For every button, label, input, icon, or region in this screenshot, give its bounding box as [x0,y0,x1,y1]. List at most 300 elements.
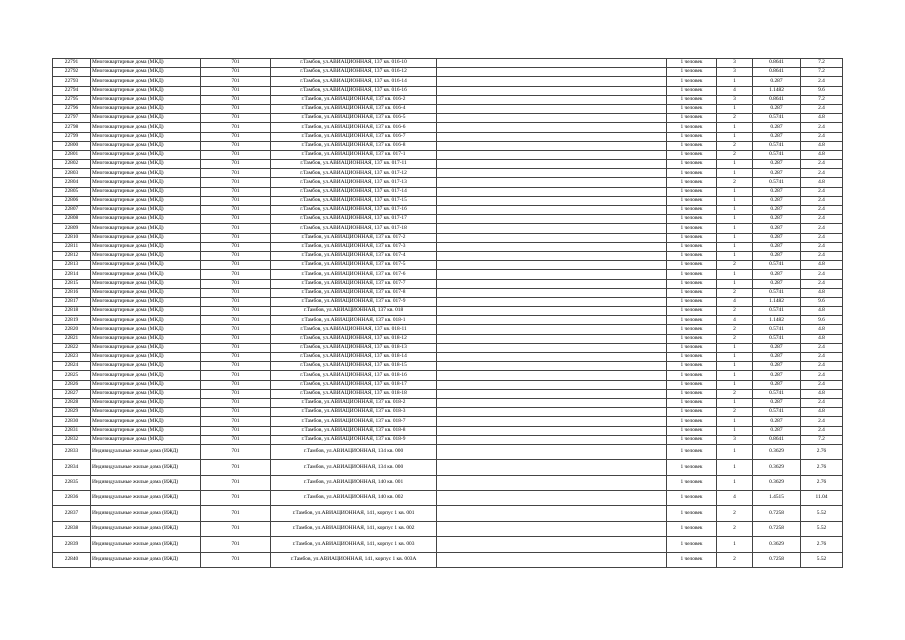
cell-id: 22836 [53,491,91,506]
cell-value: 2.4 [801,169,843,178]
table-row [53,297,843,306]
cell-rate: 0.7258 [753,506,801,521]
cell-rate: 0.8641 [753,435,801,444]
cell-rate: 0.287 [753,398,801,407]
cell-type: Многоквартирные дома (МКД) [91,316,201,325]
cell-value: 2.4 [801,187,843,196]
cell-rate: 0.287 [753,77,801,86]
cell-count: 1 [717,343,753,352]
cell-value: 2.4 [801,417,843,426]
cell-id: 22804 [53,178,91,187]
table-row [53,426,843,435]
cell-empty [437,444,667,459]
cell-address: г.Тамбов, ул.АВИАЦИОННАЯ, 137 кв. 017-9 [271,297,437,306]
cell-unit: 1 человек [667,380,717,389]
cell-unit: 1 человек [667,178,717,187]
table-row [53,334,843,343]
cell-empty [437,398,667,407]
cell-address: г.Тамбов, ул.АВИАЦИОННАЯ, 137 кв. 018-13 [271,343,437,352]
cell-address: г.Тамбов, ул.АВИАЦИОННАЯ, 137 кв. 016-2 [271,95,437,104]
cell-type: Многоквартирные дома (МКД) [91,362,201,371]
cell-code: 701 [201,224,271,233]
cell-empty [437,426,667,435]
cell-type: Многоквартирные дома (МКД) [91,288,201,297]
cell-address: г.Тамбов, ул.АВИАЦИОННАЯ, 141, корпус 1 кв. 002 [271,521,437,536]
cell-count: 1 [717,104,753,113]
cell-count: 1 [717,160,753,169]
cell-type: Многоквартирные дома (МКД) [91,417,201,426]
cell-value: 4.8 [801,114,843,123]
cell-value: 7.2 [801,68,843,77]
cell-address: г.Тамбов, ул.АВИАЦИОННАЯ, 140 кв. 001 [271,475,437,490]
cell-unit: 1 человек [667,123,717,132]
table-row [53,251,843,260]
cell-empty [437,251,667,260]
cell-count: 1 [717,279,753,288]
cell-value: 2.76 [801,460,843,475]
cell-empty [437,380,667,389]
cell-type: Индивидуальные жилые дома (ИЖД) [91,475,201,490]
cell-type: Индивидуальные жилые дома (ИЖД) [91,444,201,459]
cell-rate: 0.5741 [753,334,801,343]
cell-id: 22807 [53,206,91,215]
cell-unit: 1 человек [667,233,717,242]
cell-unit: 1 человек [667,353,717,362]
cell-code: 701 [201,86,271,95]
cell-rate: 0.3629 [753,475,801,490]
cell-empty [437,114,667,123]
cell-value: 2.4 [801,233,843,242]
cell-unit: 1 человек [667,408,717,417]
table-row [53,521,843,536]
cell-rate: 0.287 [753,242,801,251]
cell-count: 2 [717,307,753,316]
cell-code: 701 [201,475,271,490]
table-row [53,123,843,132]
cell-unit: 1 человек [667,521,717,536]
cell-empty [437,77,667,86]
cell-empty [437,417,667,426]
cell-rate: 0.287 [753,380,801,389]
cell-id: 22798 [53,123,91,132]
cell-rate: 0.287 [753,426,801,435]
cell-empty [437,261,667,270]
cell-rate: 0.5741 [753,288,801,297]
cell-id: 22821 [53,334,91,343]
table-row [53,435,843,444]
data-table [52,58,843,568]
cell-id: 22805 [53,187,91,196]
cell-id: 22813 [53,261,91,270]
cell-rate: 1.1482 [753,316,801,325]
cell-rate: 0.287 [753,196,801,205]
cell-code: 701 [201,334,271,343]
table-row [53,371,843,380]
cell-rate: 0.5741 [753,389,801,398]
cell-value: 9.6 [801,297,843,306]
cell-empty [437,362,667,371]
cell-type: Многоквартирные дома (МКД) [91,86,201,95]
table-row [53,417,843,426]
cell-value: 9.6 [801,86,843,95]
cell-unit: 1 человек [667,206,717,215]
cell-id: 22819 [53,316,91,325]
cell-value: 4.8 [801,408,843,417]
cell-address: г.Тамбов, ул.АВИАЦИОННАЯ, 137 кв. 018-3 [271,408,437,417]
cell-count: 1 [717,444,753,459]
cell-empty [437,389,667,398]
cell-id: 22826 [53,380,91,389]
table-row [53,343,843,352]
cell-value: 2.4 [801,104,843,113]
cell-id: 22814 [53,270,91,279]
cell-empty [437,325,667,334]
table-row [53,380,843,389]
cell-code: 701 [201,362,271,371]
cell-id: 22809 [53,224,91,233]
cell-address: г.Тамбов, ул.АВИАЦИОННАЯ, 137 кв. 017-7 [271,279,437,288]
cell-value: 4.8 [801,325,843,334]
cell-address: г.Тамбов, ул.АВИАЦИОННАЯ, 137 кв. 017-17 [271,215,437,224]
cell-type: Индивидуальные жилые дома (ИЖД) [91,537,201,552]
cell-type: Многоквартирные дома (МКД) [91,196,201,205]
cell-rate: 0.287 [753,104,801,113]
table-row [53,187,843,196]
cell-id: 22833 [53,444,91,459]
cell-count: 1 [717,187,753,196]
cell-type: Многоквартирные дома (МКД) [91,160,201,169]
cell-address: г.Тамбов, ул.АВИАЦИОННАЯ, 140 кв. 002 [271,491,437,506]
cell-empty [437,521,667,536]
cell-type: Многоквартирные дома (МКД) [91,206,201,215]
cell-unit: 1 человек [667,398,717,407]
cell-code: 701 [201,251,271,260]
cell-type: Многоквартирные дома (МКД) [91,68,201,77]
cell-unit: 1 человек [667,196,717,205]
cell-empty [437,59,667,68]
cell-id: 22834 [53,460,91,475]
cell-empty [437,95,667,104]
cell-code: 701 [201,389,271,398]
cell-id: 22823 [53,353,91,362]
table-row [53,215,843,224]
cell-rate: 0.5741 [753,261,801,270]
cell-code: 701 [201,187,271,196]
cell-unit: 1 человек [667,325,717,334]
cell-value: 4.8 [801,307,843,316]
cell-address: г.Тамбов, ул.АВИАЦИОННАЯ, 137 кв. 018-1 [271,316,437,325]
cell-address: г.Тамбов, ул.АВИАЦИОННАЯ, 137 кв. 017-13 [271,178,437,187]
cell-type: Многоквартирные дома (МКД) [91,408,201,417]
cell-address: г.Тамбов, ул.АВИАЦИОННАЯ, 137 кв. 018-9 [271,435,437,444]
cell-id: 22830 [53,417,91,426]
cell-value: 2.76 [801,444,843,459]
cell-id: 22825 [53,371,91,380]
cell-empty [437,187,667,196]
cell-type: Многоквартирные дома (МКД) [91,123,201,132]
cell-count: 1 [717,537,753,552]
cell-value: 4.8 [801,288,843,297]
cell-value: 7.2 [801,95,843,104]
cell-rate: 0.287 [753,206,801,215]
cell-empty [437,491,667,506]
cell-count: 2 [717,552,753,567]
cell-rate: 0.287 [753,371,801,380]
cell-address: г.Тамбов, ул.АВИАЦИОННАЯ, 137 кв. 017-5 [271,261,437,270]
cell-empty [437,343,667,352]
cell-empty [437,132,667,141]
cell-count: 2 [717,178,753,187]
table-row [53,178,843,187]
cell-type: Многоквартирные дома (МКД) [91,380,201,389]
cell-id: 22824 [53,362,91,371]
cell-value: 2.4 [801,224,843,233]
cell-code: 701 [201,95,271,104]
cell-address: г.Тамбов, ул.АВИАЦИОННАЯ, 137 кв. 018-8 [271,426,437,435]
cell-rate: 0.287 [753,362,801,371]
cell-type: Многоквартирные дома (МКД) [91,114,201,123]
cell-id: 22828 [53,398,91,407]
table-row [53,537,843,552]
cell-address: г.Тамбов, ул.АВИАЦИОННАЯ, 137 кв. 017-6 [271,270,437,279]
cell-id: 22822 [53,343,91,352]
cell-address: г.Тамбов, ул.АВИАЦИОННАЯ, 137 кв. 017-15 [271,196,437,205]
cell-count: 3 [717,59,753,68]
cell-address: г.Тамбов, ул.АВИАЦИОННАЯ, 137 кв. 016-4 [271,104,437,113]
cell-empty [437,196,667,205]
table-row [53,389,843,398]
cell-count: 2 [717,334,753,343]
cell-code: 701 [201,408,271,417]
cell-value: 2.4 [801,426,843,435]
cell-rate: 0.287 [753,343,801,352]
cell-count: 2 [717,325,753,334]
table-row [53,444,843,459]
table-row [53,169,843,178]
cell-value: 7.2 [801,435,843,444]
cell-count: 1 [717,353,753,362]
cell-type: Многоквартирные дома (МКД) [91,398,201,407]
cell-unit: 1 человек [667,491,717,506]
cell-rate: 0.5741 [753,141,801,150]
cell-type: Многоквартирные дома (МКД) [91,261,201,270]
cell-type: Многоквартирные дома (МКД) [91,270,201,279]
cell-address: г.Тамбов, ул.АВИАЦИОННАЯ, 137 кв. 016-8 [271,141,437,150]
cell-unit: 1 человек [667,141,717,150]
cell-rate: 0.8641 [753,95,801,104]
cell-count: 4 [717,86,753,95]
cell-count: 1 [717,270,753,279]
cell-count: 2 [717,288,753,297]
cell-count: 3 [717,95,753,104]
cell-type: Многоквартирные дома (МКД) [91,325,201,334]
cell-code: 701 [201,150,271,159]
cell-id: 22818 [53,307,91,316]
cell-empty [437,68,667,77]
table-row [53,242,843,251]
cell-address: г.Тамбов, ул.АВИАЦИОННАЯ, 137 кв. 018 [271,307,437,316]
cell-count: 1 [717,417,753,426]
cell-count: 4 [717,491,753,506]
cell-address: г.Тамбов, ул.АВИАЦИОННАЯ, 141, корпус 1 кв. 003 [271,537,437,552]
cell-count: 1 [717,426,753,435]
table-row [53,261,843,270]
cell-id: 22810 [53,233,91,242]
cell-code: 701 [201,417,271,426]
cell-unit: 1 человек [667,251,717,260]
cell-type: Многоквартирные дома (МКД) [91,435,201,444]
cell-code: 701 [201,114,271,123]
table-row [53,86,843,95]
cell-unit: 1 человек [667,187,717,196]
cell-code: 701 [201,279,271,288]
cell-unit: 1 человек [667,371,717,380]
cell-type: Многоквартирные дома (МКД) [91,242,201,251]
cell-unit: 1 человек [667,537,717,552]
cell-empty [437,460,667,475]
cell-id: 22796 [53,104,91,113]
table-row [53,398,843,407]
cell-id: 22817 [53,297,91,306]
cell-unit: 1 человек [667,169,717,178]
cell-address: г.Тамбов, ул.АВИАЦИОННАЯ, 137 кв. 016-10 [271,59,437,68]
cell-type: Многоквартирные дома (МКД) [91,426,201,435]
cell-unit: 1 человек [667,334,717,343]
cell-empty [437,435,667,444]
cell-count: 1 [717,371,753,380]
cell-code: 701 [201,261,271,270]
cell-id: 22793 [53,77,91,86]
cell-code: 701 [201,537,271,552]
cell-empty [437,537,667,552]
cell-empty [437,307,667,316]
cell-rate: 1.1482 [753,86,801,95]
cell-count: 2 [717,261,753,270]
cell-unit: 1 человек [667,435,717,444]
cell-rate: 0.287 [753,224,801,233]
cell-count: 1 [717,460,753,475]
cell-unit: 1 человек [667,288,717,297]
table-row [53,270,843,279]
cell-value: 2.76 [801,537,843,552]
cell-value: 2.4 [801,123,843,132]
cell-count: 1 [717,242,753,251]
cell-address: г.Тамбов, ул.АВИАЦИОННАЯ, 141, корпус 1 кв. 003А [271,552,437,567]
cell-address: г.Тамбов, ул.АВИАЦИОННАЯ, 137 кв. 016-12 [271,68,437,77]
cell-id: 22811 [53,242,91,251]
cell-unit: 1 человек [667,114,717,123]
cell-unit: 1 человек [667,343,717,352]
cell-address: г.Тамбов, ул.АВИАЦИОННАЯ, 137 кв. 017-1 [271,150,437,159]
cell-unit: 1 человек [667,362,717,371]
cell-code: 701 [201,77,271,86]
cell-empty [437,224,667,233]
cell-address: г.Тамбов, ул.АВИАЦИОННАЯ, 137 кв. 018-12 [271,334,437,343]
cell-value: 5.52 [801,506,843,521]
cell-rate: 0.7258 [753,521,801,536]
cell-count: 1 [717,132,753,141]
cell-code: 701 [201,552,271,567]
cell-rate: 0.3629 [753,460,801,475]
cell-id: 22792 [53,68,91,77]
cell-id: 22840 [53,552,91,567]
cell-code: 701 [201,169,271,178]
cell-value: 2.4 [801,251,843,260]
cell-count: 1 [717,224,753,233]
cell-value: 2.4 [801,362,843,371]
cell-empty [437,141,667,150]
cell-value: 9.6 [801,316,843,325]
cell-count: 1 [717,215,753,224]
cell-id: 22831 [53,426,91,435]
table-row [53,68,843,77]
cell-code: 701 [201,104,271,113]
cell-rate: 0.287 [753,353,801,362]
cell-id: 22815 [53,279,91,288]
cell-unit: 1 человек [667,426,717,435]
cell-value: 2.4 [801,160,843,169]
cell-empty [437,215,667,224]
cell-unit: 1 человек [667,307,717,316]
table-row [53,552,843,567]
cell-type: Многоквартирные дома (МКД) [91,141,201,150]
cell-address: г.Тамбов, ул.АВИАЦИОННАЯ, 137 кв. 016-7 [271,132,437,141]
cell-empty [437,316,667,325]
cell-count: 1 [717,251,753,260]
cell-value: 4.8 [801,334,843,343]
table-row [53,196,843,205]
cell-type: Индивидуальные жилые дома (ИЖД) [91,506,201,521]
cell-count: 3 [717,435,753,444]
cell-rate: 0.3629 [753,444,801,459]
cell-empty [437,297,667,306]
cell-value: 4.8 [801,178,843,187]
cell-type: Многоквартирные дома (МКД) [91,307,201,316]
cell-code: 701 [201,178,271,187]
cell-rate: 0.5741 [753,114,801,123]
cell-address: г.Тамбов, ул.АВИАЦИОННАЯ, 137 кв. 018-7 [271,417,437,426]
cell-address: г.Тамбов, ул.АВИАЦИОННАЯ, 137 кв. 017-18 [271,224,437,233]
cell-rate: 0.7258 [753,552,801,567]
cell-code: 701 [201,521,271,536]
cell-unit: 1 человек [667,316,717,325]
cell-count: 2 [717,408,753,417]
cell-count: 1 [717,169,753,178]
cell-rate: 0.287 [753,233,801,242]
cell-code: 701 [201,371,271,380]
cell-rate: 0.287 [753,279,801,288]
cell-value: 2.4 [801,371,843,380]
table-row [53,104,843,113]
cell-address: г.Тамбов, ул.АВИАЦИОННАЯ, 137 кв. 018-18 [271,389,437,398]
cell-type: Индивидуальные жилые дома (ИЖД) [91,491,201,506]
cell-type: Многоквартирные дома (МКД) [91,59,201,68]
cell-code: 701 [201,380,271,389]
cell-unit: 1 человек [667,279,717,288]
cell-type: Многоквартирные дома (МКД) [91,334,201,343]
cell-empty [437,104,667,113]
cell-count: 2 [717,150,753,159]
cell-type: Индивидуальные жилые дома (ИЖД) [91,460,201,475]
cell-value: 4.8 [801,150,843,159]
cell-code: 701 [201,491,271,506]
cell-type: Многоквартирные дома (МКД) [91,95,201,104]
table-row [53,224,843,233]
cell-code: 701 [201,307,271,316]
cell-code: 701 [201,160,271,169]
cell-type: Многоквартирные дома (МКД) [91,251,201,260]
table-row [53,132,843,141]
